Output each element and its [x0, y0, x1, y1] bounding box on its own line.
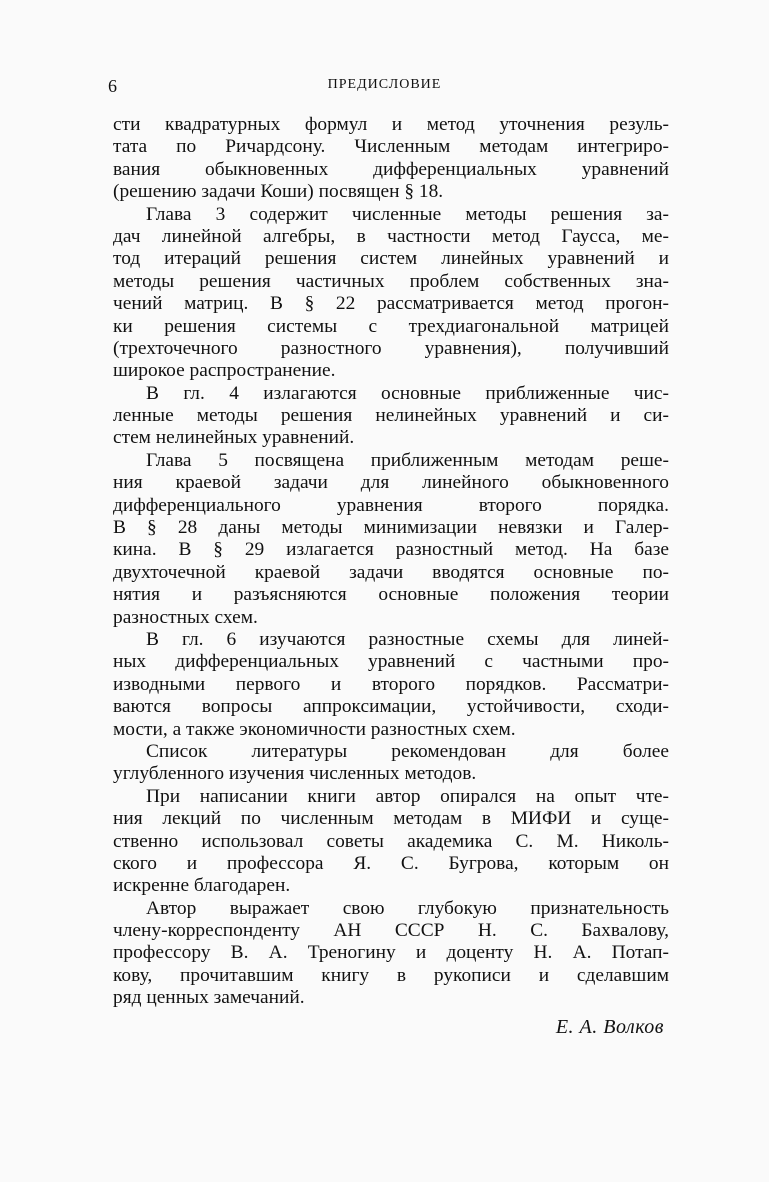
text-line: профессору В. А. Треногину и доценту Н. А. Потап- — [113, 942, 669, 964]
text-line: тод итераций решения систем линейных уравнений и — [113, 248, 669, 270]
text-line: Глава 5 посвящена приближенным методам реше- — [146, 449, 669, 471]
text-line: широкое распространение. — [113, 360, 336, 382]
text-line: ряд ценных замечаний. — [113, 987, 305, 1009]
text-line: ваются вопросы аппроксимации, устойчивости, сходи- — [113, 696, 669, 718]
text-line: В гл. 4 излагаются основные приближенные чис- — [146, 382, 669, 404]
paragraph — [113, 786, 669, 898]
text-line: методы решения частичных проблем собственных зна- — [113, 270, 669, 292]
paragraph — [113, 741, 669, 786]
text-line: ленные методы решения нелинейных уравнений и си- — [113, 405, 669, 427]
text-line: члену-корреспонденту АН СССР Н. С. Бахвалову, — [113, 920, 669, 942]
running-title: ПРЕДИСЛОВИЕ — [327, 77, 442, 92]
text-line: кина. В § 29 излагается разностный метод. На базе — [113, 539, 669, 561]
text-line: дифференциального уравнения второго порядка. — [113, 494, 669, 516]
text-line: ского и профессора Я. С. Бугрова, которым он — [113, 852, 669, 874]
text-line: ственно использовал советы академика С. М. Николь- — [113, 830, 669, 852]
text-line: углубленного изучения численных методов. — [113, 763, 477, 785]
text-line: дач линейной алгебры, в частности метод Гаусса, ме- — [113, 225, 669, 247]
text-line: сти квадратурных формул и метод уточнения резуль- — [113, 114, 669, 135]
text-line: искренне благодарен. — [113, 875, 291, 897]
text-line: нятия и разъясняются основные положения теории — [113, 584, 669, 606]
text-line: ных дифференциальных уравнений с частными про- — [113, 651, 669, 673]
preface-body — [113, 114, 669, 1010]
text-line: двухточечной краевой задачи вводятся основные по- — [113, 561, 669, 583]
page-number: 6 — [108, 76, 117, 96]
text-line: изводными первого и второго порядков. Рассматри- — [113, 673, 669, 695]
paragraph — [113, 450, 669, 629]
text-line: чений матриц. В § 22 рассматривается метод прогон- — [113, 293, 669, 315]
text-line: В § 28 даны методы минимизации невязки и Галер- — [113, 517, 669, 539]
text-line: (трехточечного разностного уравнения), получивший — [113, 337, 669, 359]
text-line: В гл. 6 изучаются разностные схемы для линей- — [146, 628, 669, 650]
paragraph — [113, 898, 669, 1010]
text-line: разностных схем. — [113, 606, 258, 628]
text-line: ки решения системы с трехдиагональной матрицей — [113, 315, 669, 337]
text-line: ния лекций по численным методам в МИФИ и суще- — [113, 808, 669, 830]
author-signature: Е. А. Волков — [555, 1016, 664, 1038]
paragraph — [113, 204, 669, 383]
text-line: вания обыкновенных дифференциальных уравнений — [113, 158, 669, 180]
text-line: тата по Ричардсону. Численным методам интегриро- — [113, 136, 669, 158]
text-line: Автор выражает свою глубокую признательность — [146, 897, 669, 919]
text-line: (решению задачи Коши) посвящен § 18. — [113, 181, 444, 203]
text-line: мости, а также экономичности разностных схем. — [113, 718, 516, 740]
text-line: Глава 3 содержит численные методы решения за- — [146, 203, 669, 225]
text-line: ния краевой задачи для линейного обыкновенного — [113, 472, 669, 494]
paragraph — [113, 383, 669, 450]
text-line: кову, прочитавшим книгу в рукописи и сделавшим — [113, 964, 669, 986]
paragraph — [113, 114, 669, 204]
paragraph — [113, 629, 669, 741]
text-line: Список литературы рекомендован для более — [146, 740, 669, 762]
text-line: При написании книги автор опирался на опыт чте- — [146, 785, 669, 807]
text-line: стем нелинейных уравнений. — [113, 427, 355, 449]
